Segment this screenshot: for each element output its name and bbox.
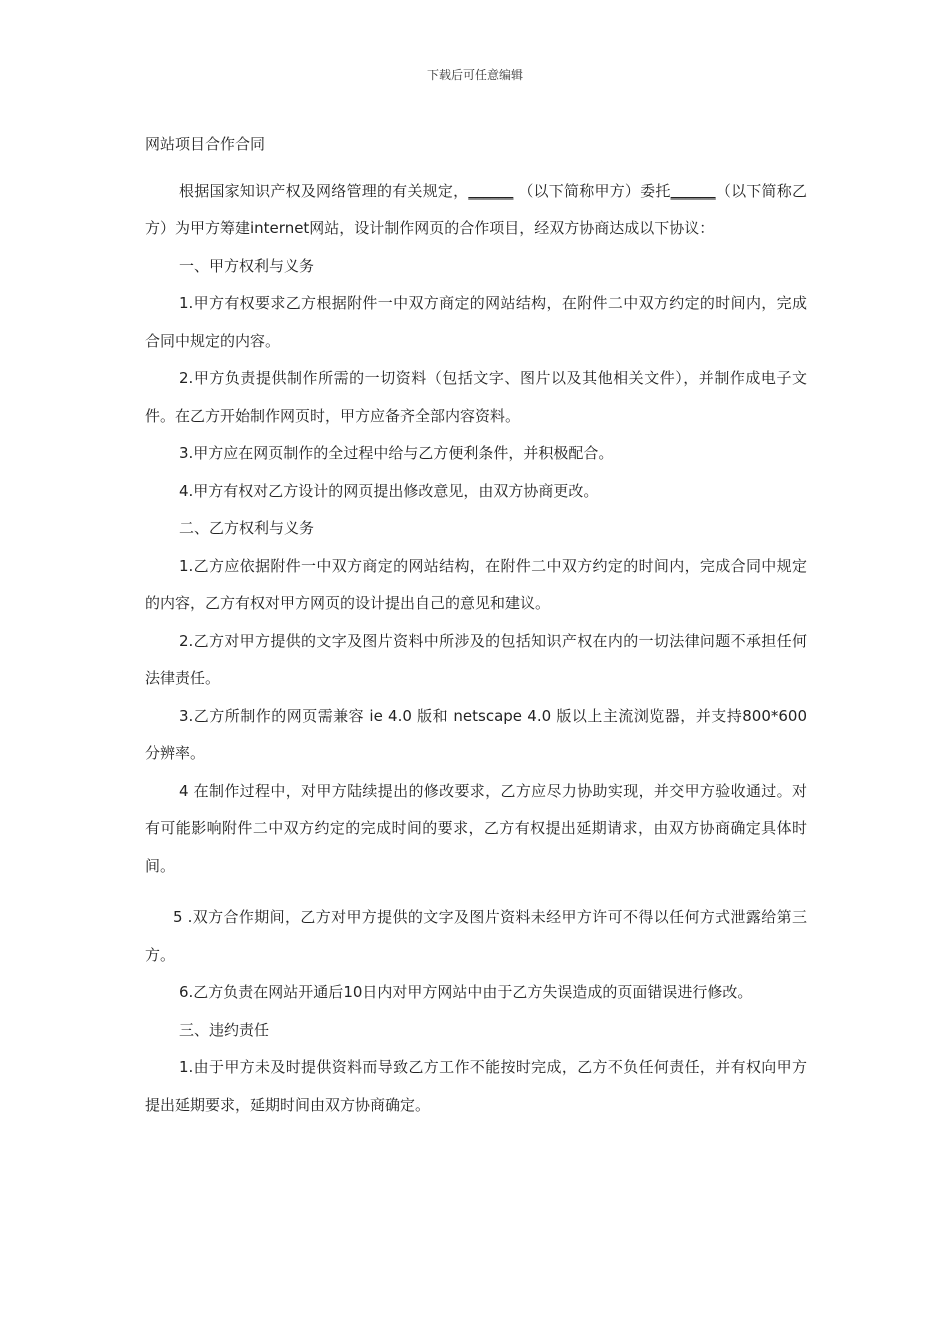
- paragraph-gap: [145, 885, 807, 899]
- document-body: [145, 126, 807, 1124]
- clause: 1.甲方有权要求乙方根据附件一中双方商定的网站结构，在附件二中双方约定的时间内，完成合同中规定的内容。: [145, 294, 807, 350]
- clause: 6.乙方负责在网站开通后10日内对甲方网站中由于乙方失误造成的页面错误进行修改。: [179, 983, 753, 1001]
- section-heading: 二、乙方权利与义务: [179, 519, 315, 537]
- clause: 1.由于甲方未及时提供资料而导致乙方工作不能按时完成，乙方不负任何责任，并有权向甲方提出延期要求，延期时间由双方协商确定。: [145, 1058, 807, 1114]
- section-heading: 三、违约责任: [179, 1020, 270, 1039]
- clause: 2.甲方负责提供制作所需的一切资料（包括文字、图片以及其他相关文件），并制作成电子文件。在乙方开始制作网页时，甲方应备齐全部内容资料。: [145, 369, 807, 425]
- clause: 2.乙方对甲方提供的文字及图片资料中所涉及的包括知识产权在内的一切法律问题不承担任何法律责任。: [145, 631, 807, 687]
- party-a-blank: ______: [468, 181, 514, 200]
- intro-paragraph: [145, 173, 807, 248]
- clause: 3.乙方所制作的网页需兼容 ie 4.0 版和 netscape 4.0 版以上主流浏览器，并支持800*600 分辨率。: [145, 706, 807, 762]
- clause: 4.甲方有权对乙方设计的网页提出修改意见，由双方协商更改。: [179, 481, 599, 500]
- clause: 5 .双方合作期间，乙方对甲方提供的文字及图片资料未经甲方许可不得以任何方式泄露给第三方。: [145, 908, 807, 964]
- party-b-blank: ______: [670, 181, 716, 200]
- section-heading: 一、甲方权利与义务: [179, 256, 315, 275]
- document-title: 网站项目合作合同: [145, 135, 266, 153]
- clause: 4 在制作过程中，对甲方陆续提出的修改要求，乙方应尽力协助实现，并交甲方验收通过。对有可能影响附件二中双方约定的完成时间的要求，乙方有权提出延期请求，由双方协商确定具体时间。: [145, 781, 807, 875]
- intro-text-1: 根据国家知识产权及网络管理的有关规定，: [179, 181, 469, 200]
- clause: 3.甲方应在网页制作的全过程中给与乙方便利条件，并积极配合。: [179, 444, 614, 462]
- clause: 1.乙方应依据附件一中双方商定的网站结构，在附件二中双方约定的时间内，完成合同中规定的内容，乙方有权对甲方网页的设计提出自己的意见和建议。: [145, 556, 807, 612]
- page-header: 下载后可任意编辑: [426, 68, 523, 82]
- intro-text-2: （以下简称甲方）委托: [513, 181, 671, 200]
- intro-text-3: （以下简称乙方）为甲方筹建internet网站，设计制作网页的合作项目，经双方协商达成以下协议：: [145, 181, 807, 237]
